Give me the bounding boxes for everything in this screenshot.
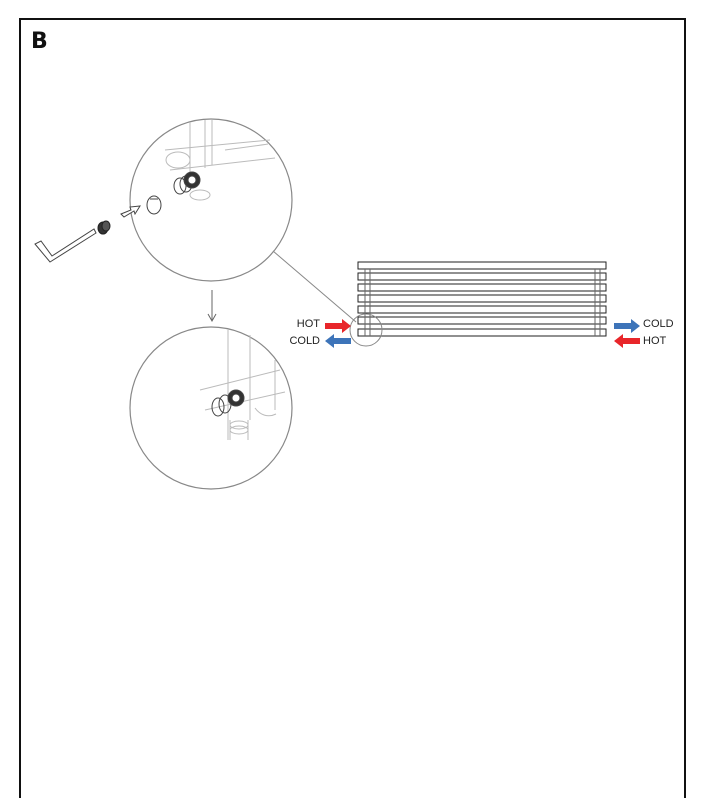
hot-arrow-icon bbox=[325, 319, 351, 333]
label-hot-right: HOT bbox=[643, 335, 667, 347]
detail-circle-bottom bbox=[130, 327, 292, 489]
section-letter: B bbox=[31, 29, 48, 54]
detail-circle-top bbox=[121, 119, 292, 281]
cold-arrow-icon bbox=[614, 319, 640, 333]
label-cold-left: COLD bbox=[289, 335, 320, 347]
allen-key-icon bbox=[35, 229, 96, 262]
cold-arrow-icon bbox=[325, 334, 351, 348]
label-hot-left: HOT bbox=[296, 318, 320, 330]
label-cold-right: COLD bbox=[643, 318, 674, 330]
hot-arrow-icon bbox=[614, 334, 640, 348]
step-arrow-icon bbox=[208, 290, 216, 321]
valve-nut-icon bbox=[98, 221, 110, 234]
radiator bbox=[358, 262, 606, 336]
